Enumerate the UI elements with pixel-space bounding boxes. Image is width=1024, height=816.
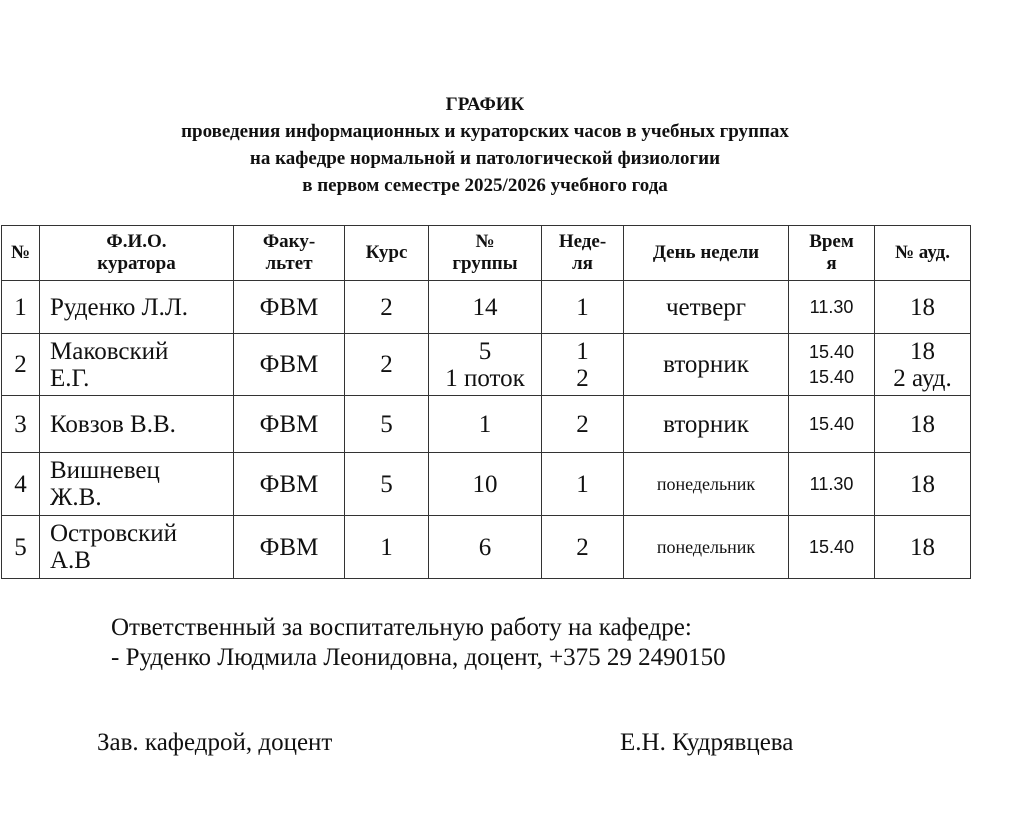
- table-row: [2, 281, 971, 334]
- cell-faculty: ФВМ: [234, 516, 345, 579]
- cell-line: 2 ауд.: [893, 364, 952, 392]
- cell-line: 1: [576, 470, 589, 498]
- cell-line: 18: [910, 470, 935, 498]
- document-subtitle-line-1: проведения информационных и кураторских часов в учебных группах: [181, 121, 789, 142]
- cell-group: [429, 516, 542, 579]
- cell-course: 5: [345, 453, 429, 516]
- column-header-line: День недели: [652, 242, 760, 263]
- cell-line: Вишневец: [50, 457, 160, 484]
- cell-day: понедельник: [624, 453, 789, 516]
- cell-num: 1: [2, 281, 40, 334]
- cell-line: 2: [576, 533, 589, 561]
- cell-line: 14: [472, 293, 498, 321]
- cell-faculty: ФВМ: [234, 396, 345, 453]
- cell-time: [789, 453, 875, 516]
- column-header-line: Неде-: [558, 231, 607, 252]
- cell-line: Руденко Л.Л.: [50, 293, 189, 321]
- column-header-line: Ф.И.О.: [106, 231, 167, 252]
- head-name: Е.Н. Кудрявцева: [620, 729, 794, 756]
- document-subtitle-line-2: на кафедре нормальной и патологической физиологии: [249, 148, 721, 169]
- column-header-line: куратора: [97, 253, 176, 274]
- cell-week: [542, 334, 624, 396]
- column-header: [2, 226, 40, 281]
- table-row: [2, 516, 971, 579]
- document-subtitle-line-3: в первом семестре 2025/2026 учебного года: [302, 175, 668, 196]
- cell-group: [429, 453, 542, 516]
- column-header-line: Врем: [809, 231, 854, 252]
- cell-week: [542, 396, 624, 453]
- cell-time: [789, 516, 875, 579]
- cell-group: [429, 334, 542, 396]
- responsible-label: Ответственный за воспитательную работу на кафедре:: [111, 614, 692, 641]
- cell-line: 6: [478, 533, 492, 561]
- cell-time: [789, 281, 875, 334]
- cell-name: [40, 453, 234, 516]
- cell-room: [875, 516, 971, 579]
- column-header: [345, 226, 429, 281]
- cell-faculty: ФВМ: [234, 334, 345, 396]
- column-header: [624, 226, 789, 281]
- cell-line: 18: [910, 337, 935, 365]
- cell-time: [789, 334, 875, 396]
- column-header: [429, 226, 542, 281]
- column-header-line: №: [475, 231, 495, 252]
- cell-line: 18: [910, 533, 935, 561]
- cell-line: Ж.В.: [50, 484, 102, 511]
- cell-name: [40, 516, 234, 579]
- cell-line: 18: [910, 410, 935, 438]
- cell-week: [542, 281, 624, 334]
- cell-week: [542, 516, 624, 579]
- cell-day: вторник: [624, 334, 789, 396]
- cell-line: 1 поток: [445, 364, 525, 392]
- column-header-line: льтет: [265, 253, 313, 274]
- cell-faculty: ФВМ: [234, 453, 345, 516]
- cell-name: [40, 334, 234, 396]
- cell-line: 10: [472, 470, 498, 498]
- schedule-table: [1, 225, 971, 579]
- cell-line: 1: [576, 293, 589, 321]
- cell-course: 5: [345, 396, 429, 453]
- cell-line: 11.30: [809, 296, 854, 317]
- cell-room: [875, 334, 971, 396]
- column-header: [875, 226, 971, 281]
- responsible-person: - Руденко Людмила Леонидовна, доцент, +375 29 2490150: [111, 644, 726, 671]
- cell-course: 2: [345, 281, 429, 334]
- column-header-line: я: [826, 253, 837, 274]
- table-row: [2, 334, 971, 396]
- column-header-line: группы: [452, 253, 518, 274]
- cell-room: [875, 396, 971, 453]
- cell-num: 2: [2, 334, 40, 396]
- cell-name: [40, 396, 234, 453]
- cell-line: 15.40: [808, 413, 855, 434]
- column-header-line: №: [10, 242, 31, 263]
- cell-line: 15.40: [808, 341, 855, 362]
- cell-day: вторник: [624, 396, 789, 453]
- cell-course: 1: [345, 516, 429, 579]
- column-header: [234, 226, 345, 281]
- cell-line: 1: [576, 337, 589, 365]
- cell-line: Маковский: [50, 337, 169, 365]
- cell-name: [40, 281, 234, 334]
- column-header-line: Факу-: [262, 231, 316, 252]
- cell-line: 11.30: [809, 473, 854, 494]
- column-header: [789, 226, 875, 281]
- cell-group: [429, 281, 542, 334]
- cell-line: 1: [478, 410, 492, 438]
- column-header-line: № ауд.: [894, 242, 951, 263]
- cell-num: 5: [2, 516, 40, 579]
- cell-line: А.В: [50, 547, 91, 574]
- cell-num: 4: [2, 453, 40, 516]
- cell-day: понедельник: [624, 516, 789, 579]
- document-title: ГРАФИК: [445, 94, 525, 115]
- column-header: [542, 226, 624, 281]
- cell-line: 18: [910, 293, 935, 321]
- head-title: Зав. кафедрой, доцент: [97, 729, 333, 756]
- cell-room: [875, 281, 971, 334]
- cell-group: [429, 396, 542, 453]
- column-header-line: Курс: [365, 242, 408, 263]
- cell-line: 2: [576, 364, 589, 392]
- table-row: [2, 396, 971, 453]
- cell-line: 5: [478, 337, 492, 365]
- cell-num: 3: [2, 396, 40, 453]
- cell-line: 2: [576, 410, 589, 438]
- cell-line: Е.Г.: [50, 364, 90, 392]
- cell-room: [875, 453, 971, 516]
- column-header: [40, 226, 234, 281]
- cell-line: 15.40: [808, 366, 855, 387]
- column-header-line: ля: [572, 253, 593, 274]
- cell-course: 2: [345, 334, 429, 396]
- cell-line: Ковзов В.В.: [50, 410, 176, 438]
- cell-line: 15.40: [808, 536, 855, 557]
- cell-faculty: ФВМ: [234, 281, 345, 334]
- table-row: [2, 453, 971, 516]
- cell-time: [789, 396, 875, 453]
- cell-week: [542, 453, 624, 516]
- cell-line: Островский: [50, 520, 178, 547]
- cell-day: четверг: [624, 281, 789, 334]
